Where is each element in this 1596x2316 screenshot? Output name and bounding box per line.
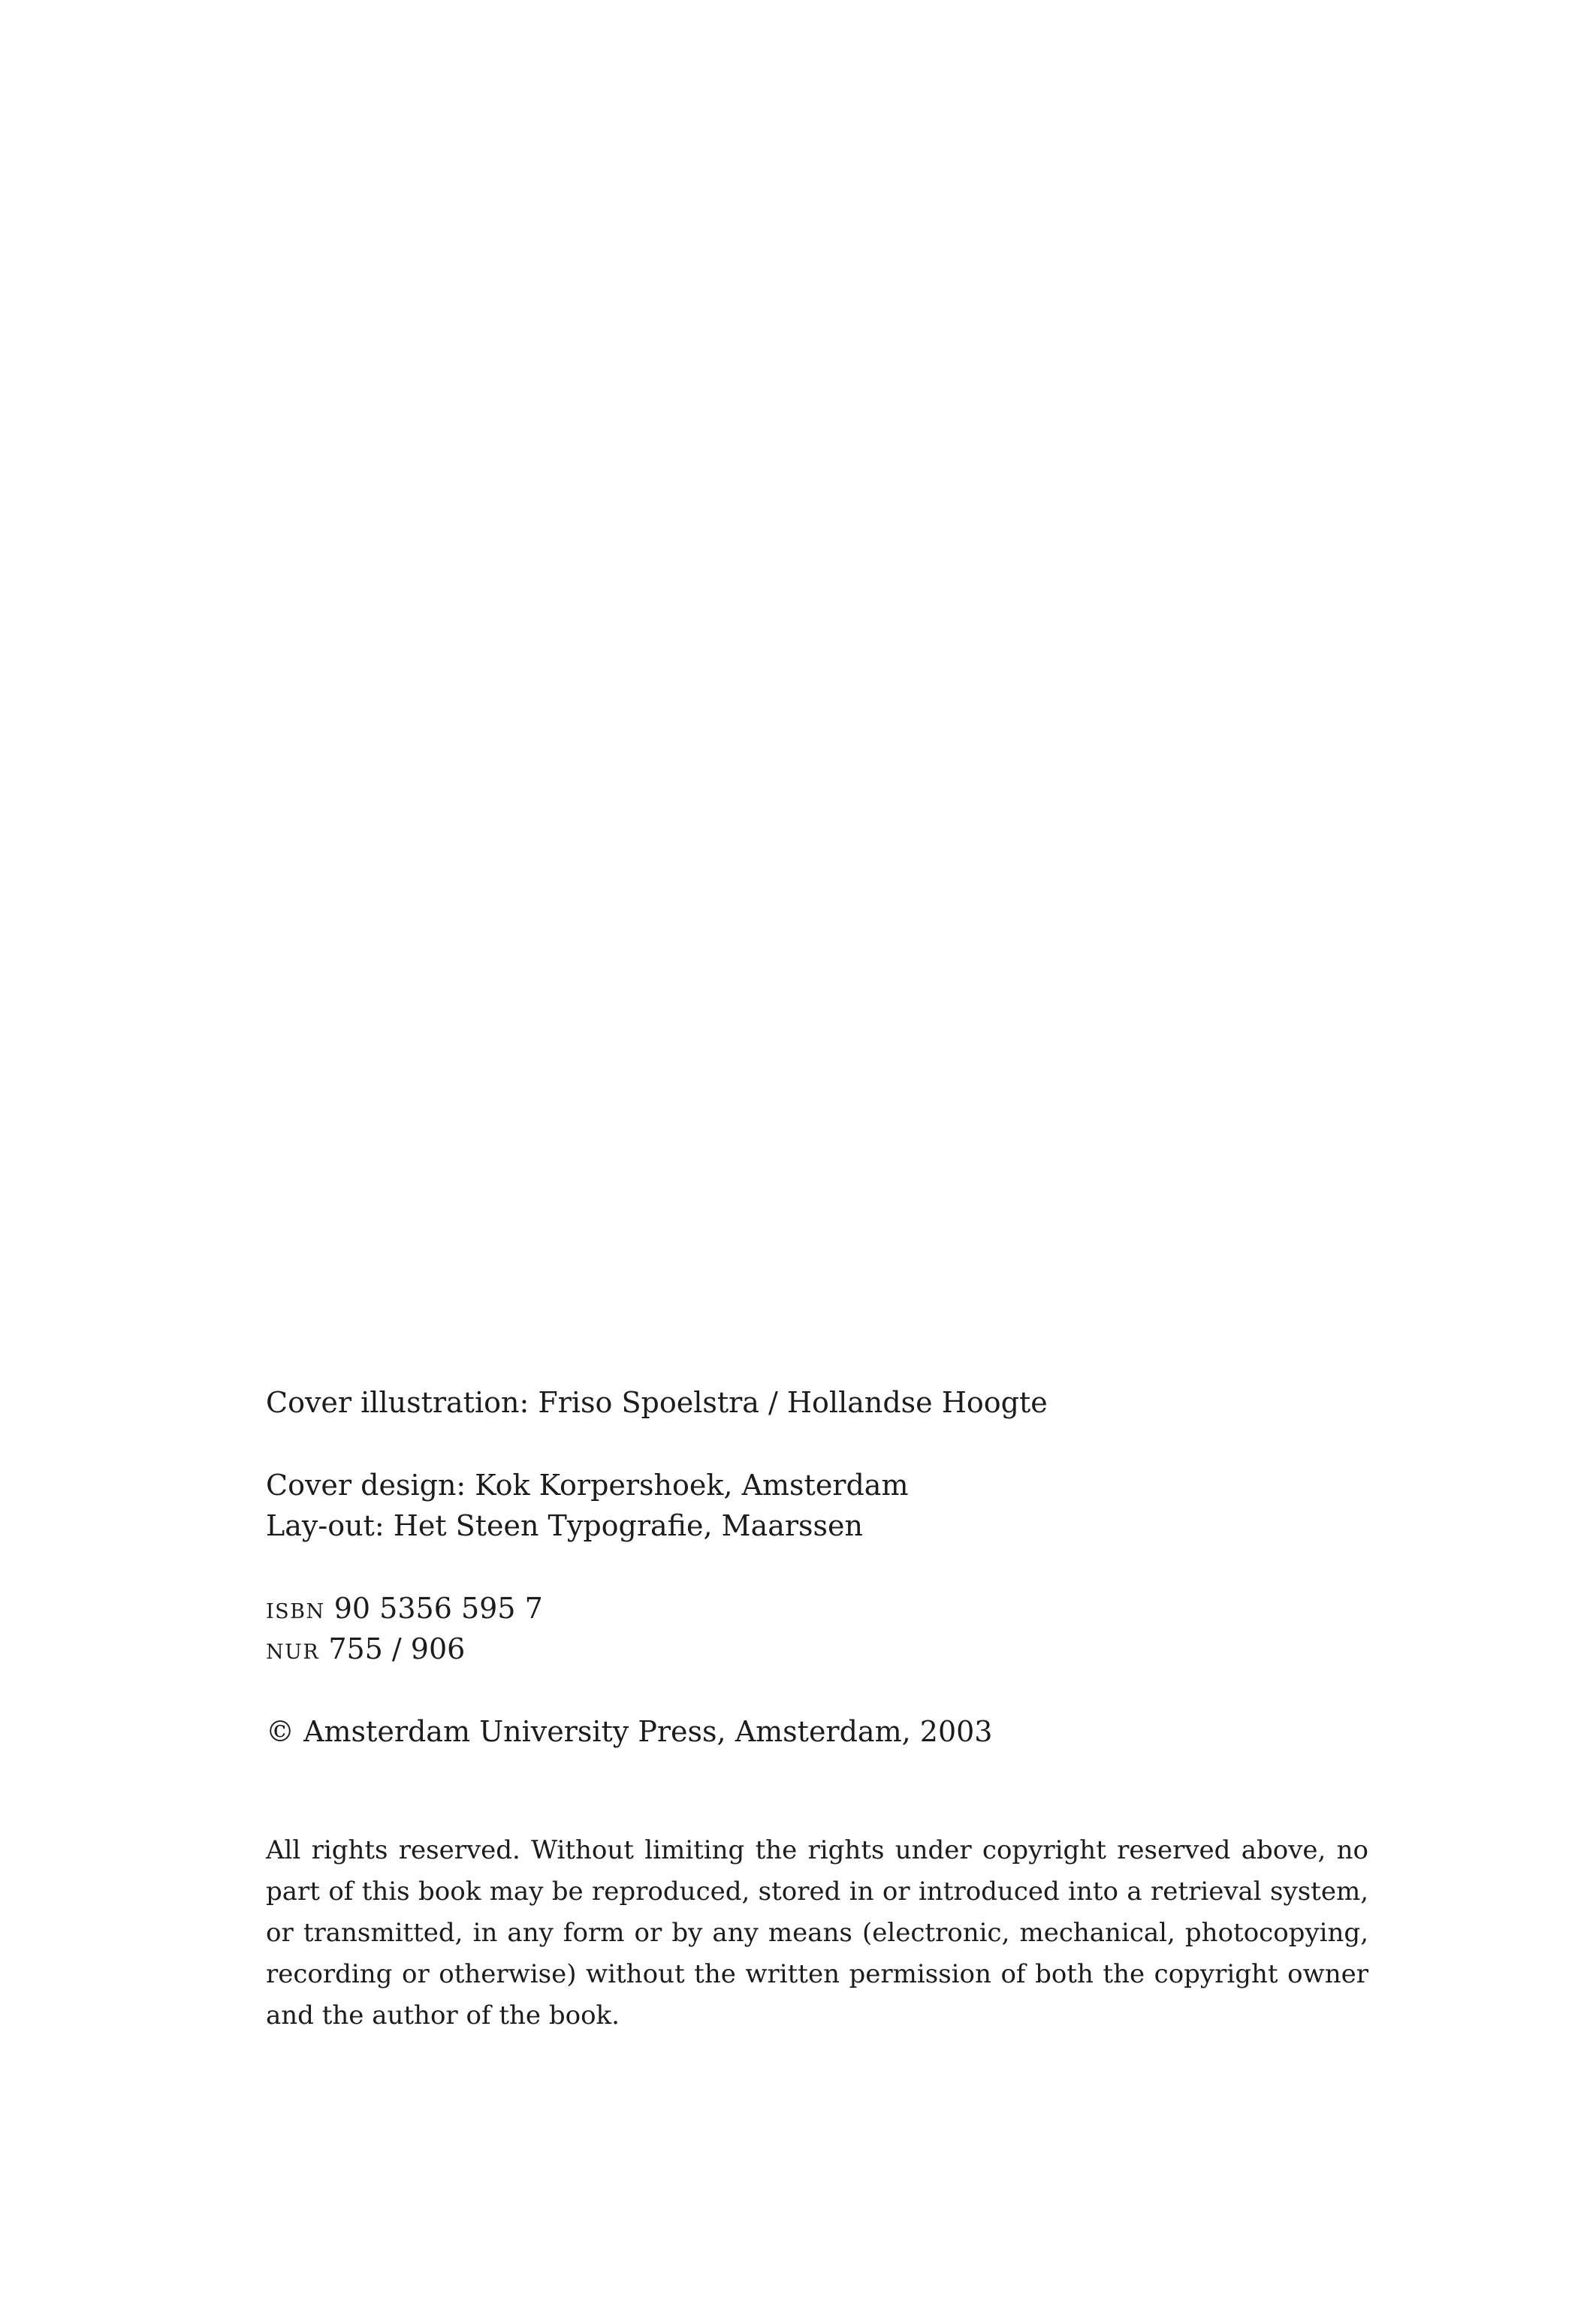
layout-credit: Lay-out: Het Steen Typografie, Maarssen — [266, 1509, 864, 1542]
design-credits-block — [266, 1465, 1368, 1546]
nur-value: 755 / 906 — [328, 1632, 466, 1665]
cover-design-credit: Cover design: Kok Korpershoek, Amsterdam — [266, 1469, 909, 1502]
nur-line — [266, 1629, 1368, 1669]
cover-illustration-credit: Cover illustration: Friso Spoelstra / Hollandse Hoogte — [266, 1386, 1048, 1419]
classification-codes-block — [266, 1588, 1368, 1669]
isbn-value: 90 5356 595 7 — [333, 1592, 543, 1625]
copyright-notice: © Amsterdam University Press, Amsterdam, 2003 — [266, 1715, 993, 1748]
copyright-block — [266, 1711, 1368, 1752]
cover-illustration-credit-block — [266, 1382, 1368, 1423]
isbn-label: isbn — [266, 1592, 325, 1625]
nur-label: nur — [266, 1632, 320, 1665]
rights-notice: All rights reserved. Without limiting the rights under copyright reserved above, no part of this book may be reproduced, stored in or introduced into a retrieval system, or transmitted, in any form or by any means (electronic, mechanical, photocopying, recording or otherwise) without the written permission of both the copyright owner and the author of the book. — [266, 1835, 1368, 2031]
isbn-line — [266, 1588, 1368, 1629]
